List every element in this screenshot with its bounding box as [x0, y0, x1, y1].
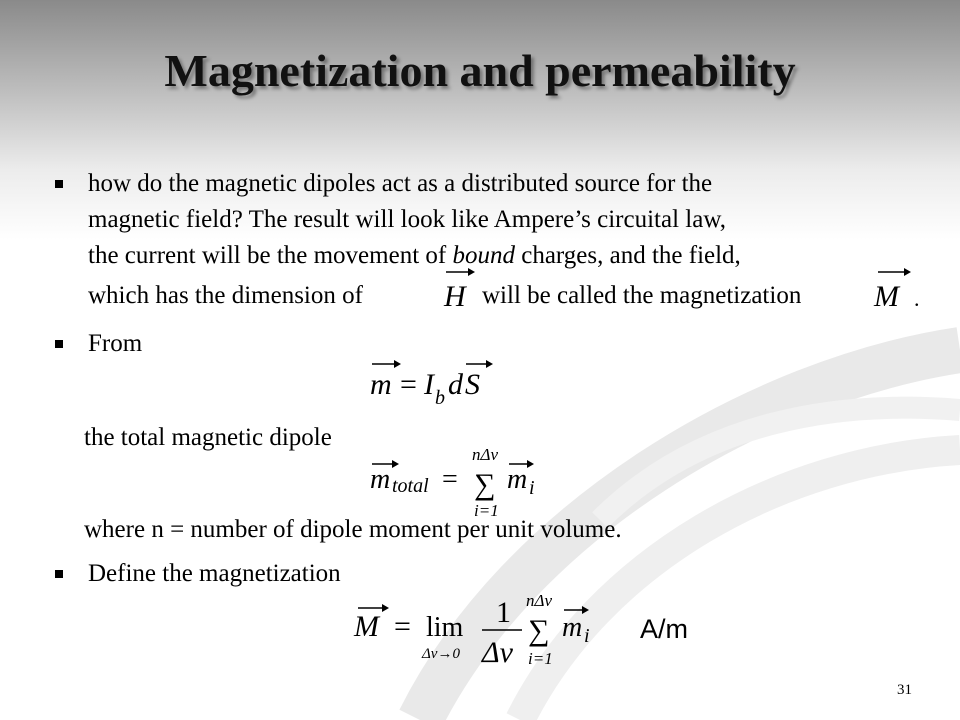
eq2-equals: =	[442, 464, 458, 495]
eq3-mi-m: m	[562, 612, 583, 643]
eq2-mi-i: i	[529, 477, 535, 499]
bullet3-text: Define the magnetization	[88, 560, 341, 587]
m-letter: M	[874, 280, 899, 313]
eq3-equals: =	[394, 610, 411, 643]
eq2-sigma: ∑	[474, 468, 496, 501]
eq3-denominator: Δv	[482, 636, 513, 669]
eq3-lim-subscript: Δv→0	[422, 646, 460, 662]
eq1-s: S	[465, 368, 480, 401]
bullet1-line3-start: the current will be the movement of	[88, 242, 453, 269]
total-dipole-text: the total magnetic dipole	[84, 424, 332, 451]
eq1-i: I	[424, 368, 434, 401]
m-period: .	[914, 286, 920, 311]
bullet-marker	[55, 340, 63, 348]
eq3-mi-i: i	[584, 625, 590, 647]
where-n-text: where n = number of dipole moment per unit volume.	[84, 516, 622, 543]
eq2-mi-m: m	[507, 464, 528, 495]
eq3-m: M	[354, 610, 379, 643]
vector-h-symbol	[438, 262, 478, 314]
eq2-m: m	[370, 464, 391, 495]
unit-label: A/m	[640, 614, 689, 644]
slide-title: Magnetization and permeability	[164, 45, 796, 96]
equation-magnetization	[350, 590, 600, 670]
equation-total-dipole	[364, 444, 554, 520]
eq2-upper-limit: nΔv	[472, 445, 499, 464]
h-letter: H	[444, 280, 466, 313]
eq1-m: m	[370, 368, 392, 401]
bullet1-line4a: which has the dimension of	[88, 282, 363, 309]
vector-m-symbol	[868, 262, 924, 314]
eq2-total: total	[392, 475, 429, 497]
bullet1-line3-end: charges, and the field,	[514, 242, 741, 269]
equation-dipole-moment	[368, 354, 498, 414]
eq1-b: b	[435, 387, 445, 409]
bound-emphasis: bound	[452, 242, 515, 269]
eq3-numerator: 1	[496, 596, 511, 629]
eq1-d: d	[448, 368, 463, 401]
page-number: 31	[897, 682, 912, 698]
bullet1-line2: magnetic field? The result will look like Ampere’s circuital law,	[88, 206, 727, 233]
bullet-marker	[55, 570, 63, 578]
eq1-equals: =	[400, 368, 417, 401]
eq3-upper-limit: nΔv	[526, 591, 553, 610]
eq3-lim: lim	[426, 612, 464, 643]
bullet1-line4b: will be called the magnetization	[482, 282, 802, 309]
eq2-lower-limit: i=1	[474, 501, 499, 520]
eq3-lower-limit: i=1	[528, 649, 553, 668]
bullet1-line3	[88, 238, 741, 274]
bullet-marker	[55, 180, 63, 188]
eq3-sigma: ∑	[528, 614, 550, 647]
bullet2-text: From	[88, 330, 143, 357]
bullet1-line1: how do the magnetic dipoles act as a distributed source for the	[88, 170, 713, 197]
